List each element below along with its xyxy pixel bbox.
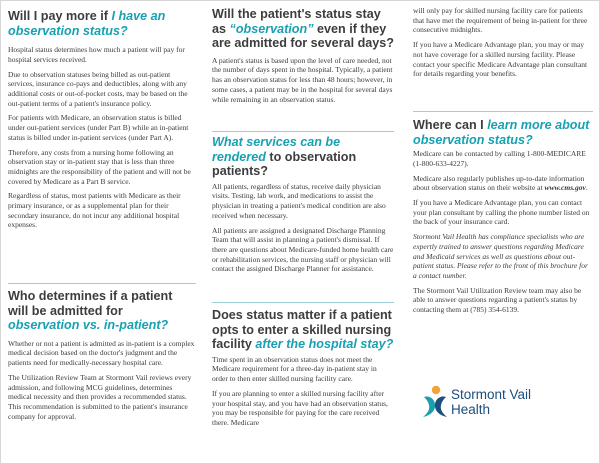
heading-who-determines <box>8 289 196 333</box>
stormont-vail-logo <box>421 385 581 435</box>
heading-text: Who determines if a patient will be admitted for <box>8 289 173 318</box>
paragraph: Therefore, any costs from a nursing home following an observation stay or in-patient stay that is less than three midnights are the responsibility of the patient and will not be covered by Medicare as a Part B service. <box>8 147 191 186</box>
paragraph: All patients, regardless of status, receive daily physician visits. Testing, lab work, and medications to assist the physician in treating a patient's medical condition are also received when necessary. <box>212 181 386 220</box>
section-divider <box>8 283 196 284</box>
heading-emphasis: “observation” <box>229 21 314 36</box>
heading-text: Where can I <box>413 118 488 132</box>
column-3-lower <box>413 118 593 320</box>
paragraph: Hospital status determines how much a patient will pay for hospital services received. <box>8 45 185 64</box>
paragraph: If you have a Medicare Advantage plan, you can contact your plan consultant by calling the phone number listed on the back of your insurance card. <box>413 198 590 227</box>
heading-text: Will I pay more if <box>8 9 112 23</box>
heading-text: to observation patients? <box>212 149 357 179</box>
section-divider <box>413 111 593 112</box>
heading-text: Will the patient's status stay as <box>212 7 381 36</box>
heading-learn-more <box>413 118 593 147</box>
heading-pay-more <box>8 9 196 38</box>
paragraph: Medicare can be contacted by calling 1-800-MEDICARE (1-800-633-4227). <box>413 149 586 168</box>
column-1-lower <box>8 289 196 426</box>
column-3 <box>413 1 593 84</box>
paragraph: A patient's status is based upon the level of care needed, not the number of days spent in the hospital. Typically, a patient has an observation status for less than 48 hours; however, in some cases, a patient may be in the hospital for several days while remaining in an observation status. <box>212 55 393 104</box>
paragraph: If you are planning to enter a skilled nursing facility after your hospital stay, and you have had an observation status, you may be responsible for paying for the care received there. Medicare <box>212 388 388 427</box>
column-2 <box>212 1 394 109</box>
paragraph: If you have a Medicare Advantage plan, you may or may not have coverage for a skilled nursing facility. Please contact your specific Medicare Advantage plan consultant for details regarding your benefits. <box>413 40 588 79</box>
heading-text: Does status matter if a patient opts to enter a skilled nursing facility <box>212 308 392 352</box>
logo-line-2: Health <box>451 402 491 417</box>
website-link[interactable]: www.cms.gov <box>544 183 586 193</box>
paragraph: Whether or not a patient is admitted as in-patient is a complex medical decision based on the doctor's judgment and the patients need for medically-necessary hospital care. <box>8 338 195 368</box>
logo-wordmark <box>451 387 531 417</box>
heading-text: even if they are admitted for several days? <box>212 21 394 51</box>
paragraph-text: . <box>585 183 588 193</box>
paragraph: The Utilization Review Team at Stormont Vail reviews every admission, and following MCG guidelines, determines medical necessity and then provides a recommended status. This recommendation is submitted to the patient's insurance company for approval. <box>8 372 192 421</box>
paragraph-text: Medicare also regularly publishes up-to-date information about observation status on their website at <box>413 173 585 193</box>
heading-emphasis: observation vs. in-patient? <box>8 318 169 333</box>
heading-emphasis: What services can be rendered <box>212 135 341 164</box>
column-2-lower <box>212 308 394 433</box>
heading-emphasis: learn more about observation status? <box>413 118 590 147</box>
paragraph: For patients with Medicare, an observation status is billed under out-patient services (under Part B) while an in-patient status is billed under in-patient services (under Part A). <box>8 113 189 142</box>
paragraph: Regardless of status, most patients with Medicare as their primary insurance, or as a supplemental plan for their secondary insurance, do not incur any additional hospital expenses. <box>8 191 181 230</box>
paragraph: Due to observation statuses being billed as out-patient services, insurance co-pays and deductibles, along with any additional costs or out-of-pocket costs, may be based on the out-patient terms of a patient's insurance policy. <box>8 69 188 108</box>
heading-services <box>212 135 394 179</box>
paragraph: The Stormont Vail Utilization Review team may also be able to answer questions regarding a patient's status by contacting them at (785) 354-6139. <box>413 285 582 315</box>
logo-line-1: Stormont Vail <box>451 387 532 402</box>
heading-emphasis: after the hospital stay? <box>255 337 394 352</box>
paragraph-italic: Stormont Vail Health has compliance specialists who are expertly trained to answer questions regarding Medicare and Medicaid services as well as questions about out-patient status. Please refer to the front of this brochure for a contact number. <box>413 232 588 280</box>
paragraph: will only pay for skilled nursing facility care for patients that have met the requirement of being in-patient for three consecutive midnights. <box>413 6 588 35</box>
column-2-middle <box>212 135 394 279</box>
section-divider <box>212 302 394 303</box>
paragraph: Time spent in an observation status does not meet the Medicare requirement for a three-day in-patient stay in order to then enter skilled nursing facility care. <box>212 354 377 384</box>
heading-skilled-nursing <box>212 308 394 352</box>
paragraph <box>413 174 593 193</box>
heading-status-stay <box>212 7 394 51</box>
paragraph: All patients are assigned a designated Discharge Planning Team that will assist in planning a patient's dismissal. If there are questions about Medicare-funded home health care or rehabilitation services, the nursing staff or physician will contact the assigned Discharge Planner for assistance. <box>212 225 394 274</box>
logo-mark-icon <box>421 385 449 419</box>
section-divider <box>212 131 394 132</box>
heading-emphasis: I have an observation status? <box>8 9 166 38</box>
column-1 <box>8 1 196 235</box>
